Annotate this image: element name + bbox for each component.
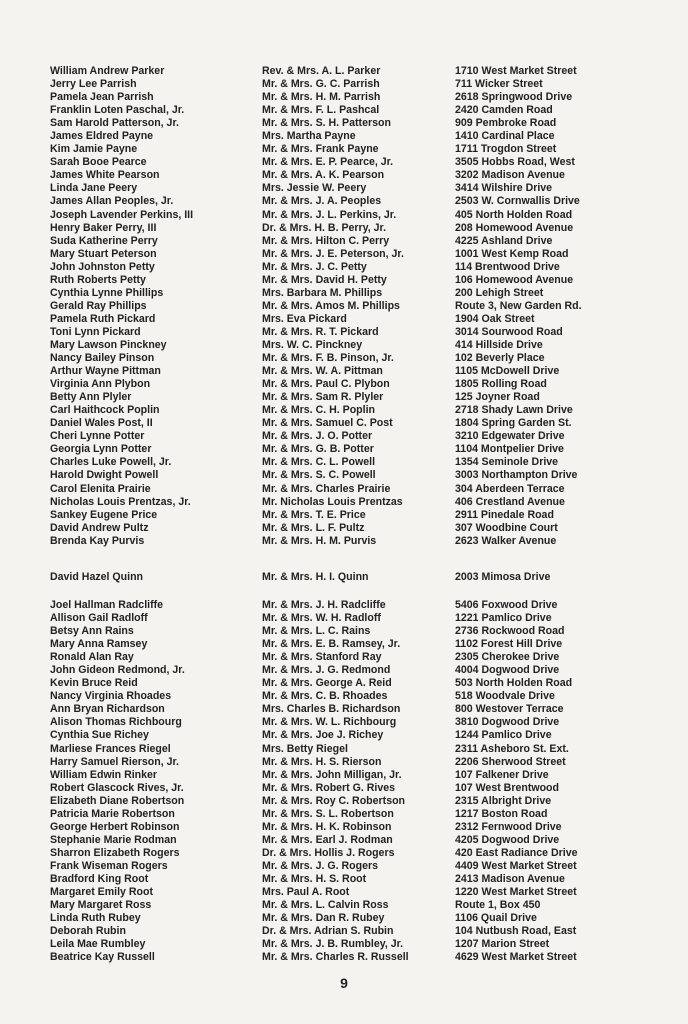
student-name: Charles Luke Powell, Jr.: [50, 456, 172, 469]
parent-name: Mr. & Mrs. J. L. Perkins, Jr.: [262, 208, 397, 221]
parent-name: Mr. & Mrs. A. K. Pearson: [262, 169, 385, 182]
parent-name: Rev. & Mrs. A. L. Parker: [262, 65, 381, 77]
street-address: 406 Crestland Avenue: [455, 495, 565, 508]
parent-name: Mr. & Mrs. H. S. Root: [262, 872, 367, 885]
directory-entry: [50, 638, 630, 651]
parent-name: Mr. & Mrs. Hilton C. Perry: [262, 234, 390, 247]
student-name: Nicholas Louis Prentzas, Jr.: [50, 495, 191, 508]
street-address: 1001 West Kemp Road: [455, 247, 569, 260]
student-name: Cynthia Lynne Phillips: [50, 286, 164, 299]
directory-entry: [50, 222, 630, 235]
student-name: Cheri Lynne Potter: [50, 430, 145, 443]
student-name: Ann Bryan Richardson: [50, 703, 165, 716]
street-address: 208 Homewood Avenue: [455, 221, 574, 234]
street-address: 1410 Cardinal Place: [455, 130, 555, 143]
student-name: Carl Haithcock Poplin: [50, 404, 160, 417]
street-address: 200 Lehigh Street: [455, 286, 544, 299]
parent-name: Mr. & Mrs. F. L. Pashcal: [262, 104, 380, 117]
street-address: 2003 Mimosa Drive: [455, 571, 551, 583]
student-name: Gerald Ray Phillips: [50, 299, 147, 312]
parent-name: Mr. & Mrs. Roy C. Robertson: [262, 794, 406, 807]
street-address: 2718 Shady Lawn Drive: [455, 404, 573, 417]
student-name: Linda Ruth Rubey: [50, 912, 141, 925]
directory-entry: [50, 78, 630, 91]
directory-entry: [50, 599, 630, 612]
parent-name: Mr. & Mrs. Charles Prairie: [262, 482, 391, 495]
directory-entry: [50, 143, 630, 156]
student-name: Harold Dwight Powell: [50, 469, 159, 482]
directory-entry: [50, 378, 630, 391]
student-name: Pamela Jean Parrish: [50, 91, 154, 104]
parent-name: Mr. & Mrs. H. I. Quinn: [262, 571, 369, 583]
street-address: 107 Falkener Drive: [455, 768, 549, 781]
directory-entry: [50, 571, 630, 584]
student-name: Ronald Alan Ray: [50, 651, 134, 664]
student-name: Robert Glascock Rives, Jr.: [50, 781, 184, 794]
student-name: Daniel Wales Post, II: [50, 417, 153, 430]
student-name: Betsy Ann Rains: [50, 625, 134, 638]
parent-name: Mr. & Mrs. E. P. Pearce, Jr.: [262, 156, 394, 169]
parent-name: Mr. & Mrs. S. L. Robertson: [262, 807, 394, 820]
student-name: Sankey Eugene Price: [50, 508, 158, 521]
student-name: Linda Jane Peery: [50, 182, 138, 195]
directory-entry: [50, 209, 630, 222]
street-address: 2312 Fernwood Drive: [455, 820, 562, 833]
parent-name: Mr. & Mrs. C. H. Poplin: [262, 404, 376, 417]
street-address: 3202 Madison Avenue: [455, 169, 565, 182]
parent-name: Mr. & Mrs. Paul C. Plybon: [262, 378, 390, 391]
parent-name: Mrs. W. C. Pinckney: [262, 338, 363, 351]
street-address: 2618 Springwood Drive: [455, 91, 573, 104]
street-address: 1904 Oak Street: [455, 312, 535, 325]
street-address: Route 3, New Garden Rd.: [455, 299, 582, 312]
student-name: Toni Lynn Pickard: [50, 325, 141, 338]
parent-name: Mr. & Mrs. J. G. Rogers: [262, 859, 378, 872]
directory-entry: [50, 248, 630, 261]
street-address: 2413 Madison Avenue: [455, 872, 565, 885]
street-address: 1106 Quail Drive: [455, 912, 537, 925]
parent-name: Mr. & Mrs. T. E. Price: [262, 508, 366, 521]
street-address: 503 North Holden Road: [455, 677, 573, 690]
directory-entry: [50, 430, 630, 443]
parent-name: Mr. & Mrs. H. M. Purvis: [262, 534, 377, 547]
section-p-entries: [50, 65, 630, 548]
parent-name: Mr. & Mrs. Samuel C. Post: [262, 417, 393, 430]
directory-entry: [50, 104, 630, 117]
student-name: Mary Anna Ramsey: [50, 638, 148, 651]
parent-name: Mr. & Mrs. G. B. Potter: [262, 443, 374, 456]
student-name: Harry Samuel Rierson, Jr.: [50, 755, 179, 768]
directory-entry: [50, 65, 630, 78]
street-address: 2503 W. Cornwallis Drive: [455, 195, 580, 208]
directory-entry: [50, 274, 630, 287]
directory-entry: [50, 808, 630, 821]
street-address: 1217 Boston Road: [455, 807, 548, 820]
student-name: Mary Stuart Peterson: [50, 247, 157, 260]
parent-name: Mr. & Mrs. H. K. Robinson: [262, 820, 392, 833]
directory-entry: [50, 677, 630, 690]
student-name: James Allan Peoples, Jr.: [50, 195, 174, 208]
parent-name: Mr. & Mrs. W. A. Pittman: [262, 365, 383, 378]
street-address: 104 Nutbush Road, East: [455, 925, 577, 938]
street-address: 3505 Hobbs Road, West: [455, 156, 575, 169]
student-name: Arthur Wayne Pittman: [50, 365, 161, 378]
parent-name: Mr. & Mrs. L. Calvin Ross: [262, 899, 389, 912]
street-address: 106 Homewood Avenue: [455, 273, 574, 286]
directory-entry: [50, 195, 630, 208]
parent-name: Mr. & Mrs. J. O. Potter: [262, 430, 373, 443]
street-address: 800 Westover Terrace: [455, 703, 564, 716]
street-address: 1244 Pamlico Drive: [455, 729, 552, 742]
student-name: Georgia Lynn Potter: [50, 443, 152, 456]
parent-name: Mr. & Mrs. J. B. Rumbley, Jr.: [262, 938, 404, 951]
directory-entry: [50, 169, 630, 182]
parent-name: Mr. & Mrs. Earl J. Rodman: [262, 833, 393, 846]
parent-name: Mr. & Mrs. W. L. Richbourg: [262, 716, 397, 729]
street-address: 1710 West Market Street: [455, 65, 577, 77]
directory-entry: [50, 729, 630, 742]
street-address: 909 Pembroke Road: [455, 117, 557, 130]
student-name: Bradford King Root: [50, 872, 149, 885]
street-address: 1207 Marion Street: [455, 938, 550, 951]
student-name: George Herbert Robinson: [50, 820, 180, 833]
student-name: Franklin Loten Paschal, Jr.: [50, 104, 185, 117]
street-address: 1805 Rolling Road: [455, 378, 547, 391]
directory-entry: [50, 782, 630, 795]
street-address: 107 West Brentwood: [455, 781, 559, 794]
street-address: 3014 Sourwood Road: [455, 325, 563, 338]
street-address: 1105 McDowell Drive: [455, 365, 560, 378]
parent-name: Mr. Nicholas Louis Prentzas: [262, 495, 403, 508]
student-name: Brenda Kay Purvis: [50, 534, 145, 547]
parent-name: Mr. & Mrs. S. H. Patterson: [262, 117, 391, 130]
parent-name: Mr. & Mrs. David H. Petty: [262, 273, 387, 286]
street-address: 3810 Dogwood Drive: [455, 716, 560, 729]
directory-entry: [50, 313, 630, 326]
directory-entry: [50, 769, 630, 782]
street-address: 2420 Camden Road: [455, 104, 553, 117]
parent-name: Mr. & Mrs. Robert G. Rives: [262, 781, 396, 794]
street-address: 304 Aberdeen Terrace: [455, 482, 565, 495]
parent-name: Mr. & Mrs. Sam R. Plyler: [262, 391, 384, 404]
street-address: 2206 Sherwood Street: [455, 755, 566, 768]
parent-name: Mr. & Mrs. J. G. Redmond: [262, 664, 391, 677]
directory-entry: [50, 182, 630, 195]
student-name: Frank Wiseman Rogers: [50, 859, 168, 872]
directory-entry: [50, 326, 630, 339]
student-name: Deborah Rubin: [50, 925, 126, 938]
student-name: Cynthia Sue Richey: [50, 729, 149, 742]
street-address: 2736 Rockwood Road: [455, 625, 565, 638]
parent-name: Mr. & Mrs. Frank Payne: [262, 143, 379, 156]
directory-entry: [50, 651, 630, 664]
student-name: John Johnston Petty: [50, 260, 155, 273]
directory-entry: [50, 612, 630, 625]
street-address: 4409 West Market Street: [455, 859, 577, 872]
parent-name: Mr. & Mrs. G. C. Parrish: [262, 78, 380, 91]
street-address: 1354 Seminole Drive: [455, 456, 559, 469]
parent-name: Mr. & Mrs. J. C. Petty: [262, 260, 367, 273]
directory-entry: [50, 860, 630, 873]
student-name: Henry Baker Perry, III: [50, 221, 157, 234]
parent-name: Mr. & Mrs. C. B. Rhoades: [262, 690, 388, 703]
street-address: 420 East Radiance Drive: [455, 846, 578, 859]
student-name: Jerry Lee Parrish: [50, 78, 137, 91]
parent-name: Mr. & Mrs. John Milligan, Jr.: [262, 768, 402, 781]
directory-entry: [50, 690, 630, 703]
student-name: Virginia Ann Plybon: [50, 378, 151, 391]
directory-entry: [50, 703, 630, 716]
directory-entry: [50, 938, 630, 951]
street-address: 2623 Walker Avenue: [455, 534, 557, 547]
student-name: Beatrice Kay Russell: [50, 951, 155, 964]
student-name: Carol Elenita Prairie: [50, 482, 151, 495]
street-address: 114 Brentwood Drive: [455, 260, 560, 273]
student-name: Joel Hallman Radcliffe: [50, 599, 164, 611]
student-name: David Hazel Quinn: [50, 571, 144, 583]
street-address: 2305 Cherokee Drive: [455, 651, 560, 664]
street-address: 711 Wicker Street: [455, 78, 543, 91]
street-address: 5406 Foxwood Drive: [455, 599, 558, 611]
student-name: Leila Mae Rumbley: [50, 938, 146, 951]
street-address: 1221 Pamlico Drive: [455, 612, 552, 625]
street-address: 125 Joyner Road: [455, 391, 540, 404]
student-name: Patricia Marie Robertson: [50, 807, 175, 820]
directory-entry: [50, 664, 630, 677]
street-address: 1711 Trogdon Street: [455, 143, 557, 156]
directory-entry: [50, 951, 630, 964]
student-name: Kim Jamie Payne: [50, 143, 138, 156]
directory-entry: [50, 156, 630, 169]
directory-entry: [50, 834, 630, 847]
student-name: Margaret Emily Root: [50, 886, 154, 899]
student-name: Pamela Ruth Pickard: [50, 312, 156, 325]
street-address: 1102 Forest Hill Drive: [455, 638, 563, 651]
directory-entry: [50, 873, 630, 886]
directory-entry: [50, 756, 630, 769]
directory-entry: [50, 130, 630, 143]
section-q-entries: [50, 571, 630, 584]
student-name: James White Pearson: [50, 169, 160, 182]
directory-entry: [50, 391, 630, 404]
parent-name: Mr. & Mrs. H. S. Rierson: [262, 755, 382, 768]
parent-name: Dr. & Mrs. Hollis J. Rogers: [262, 846, 395, 859]
parent-name: Mr. & Mrs. Joe J. Richey: [262, 729, 384, 742]
parent-name: Mr. & Mrs. Amos M. Phillips: [262, 299, 400, 312]
parent-name: Dr. & Mrs. Adrian S. Rubin: [262, 925, 394, 938]
directory-entry: [50, 443, 630, 456]
street-address: 307 Woodbine Court: [455, 521, 558, 534]
street-address: 4004 Dogwood Drive: [455, 664, 560, 677]
directory-entry: [50, 339, 630, 352]
parent-name: Mr. & Mrs. Charles R. Russell: [262, 951, 409, 964]
student-name: Mary Margaret Ross: [50, 899, 152, 912]
directory-entry: [50, 365, 630, 378]
street-address: 1104 Montpelier Drive: [455, 443, 564, 456]
directory-entry: [50, 795, 630, 808]
student-name: John Gideon Redmond, Jr.: [50, 664, 185, 677]
student-name: Nancy Bailey Pinson: [50, 352, 155, 365]
directory-entry: [50, 899, 630, 912]
directory-entry: [50, 352, 630, 365]
parent-name: Mrs. Charles B. Richardson: [262, 703, 401, 716]
directory-entry: [50, 287, 630, 300]
street-address: 3414 Wilshire Drive: [455, 182, 553, 195]
parent-name: Mrs. Jessie W. Peery: [262, 182, 367, 195]
street-address: 2911 Pinedale Road: [455, 508, 554, 521]
street-address: 414 Hillside Drive: [455, 338, 543, 351]
parent-name: Mr. & Mrs. J. E. Peterson, Jr.: [262, 247, 404, 260]
street-address: 3210 Edgewater Drive: [455, 430, 565, 443]
directory-entry: [50, 716, 630, 729]
directory-entry: [50, 535, 630, 548]
student-name: Alison Thomas Richbourg: [50, 716, 182, 729]
parent-name: Mrs. Barbara M. Phillips: [262, 286, 383, 299]
parent-name: Mr. & Mrs. J. H. Radcliffe: [262, 599, 386, 611]
page-number: 9: [340, 975, 348, 991]
student-name: David Andrew Pultz: [50, 521, 149, 534]
directory-entry: [50, 625, 630, 638]
parent-name: Mr. & Mrs. L. C. Rains: [262, 625, 371, 638]
directory-entry: [50, 456, 630, 469]
student-name: William Edwin Rinker: [50, 768, 158, 781]
parent-name: Mrs. Martha Payne: [262, 130, 356, 143]
parent-name: Mr. & Mrs. E. B. Ramsey, Jr.: [262, 638, 401, 651]
directory-entry: [50, 417, 630, 430]
street-address: 518 Woodvale Drive: [455, 690, 555, 703]
directory-entry: [50, 925, 630, 938]
street-address: 3003 Northampton Drive: [455, 469, 578, 482]
directory-entry: [50, 483, 630, 496]
directory-entry: [50, 886, 630, 899]
street-address: 1220 West Market Street: [455, 886, 577, 899]
parent-name: Mr. & Mrs. J. A. Peoples: [262, 195, 382, 208]
directory-entry: [50, 404, 630, 417]
student-name: Sharron Elizabeth Rogers: [50, 846, 180, 859]
section-r-entries: [50, 599, 630, 964]
parent-name: Dr. & Mrs. H. B. Perry, Jr.: [262, 221, 387, 234]
directory-entry: [50, 821, 630, 834]
directory-entry: [50, 496, 630, 509]
directory-entry: [50, 300, 630, 313]
student-name: William Andrew Parker: [50, 65, 165, 77]
directory-entry: [50, 91, 630, 104]
parent-name: Mr. & Mrs. R. T. Pickard: [262, 325, 379, 338]
student-name: Ruth Roberts Petty: [50, 273, 146, 286]
street-address: 2311 Asheboro St. Ext.: [455, 742, 569, 755]
street-address: 102 Beverly Place: [455, 352, 545, 365]
student-name: Elizabeth Diane Robertson: [50, 794, 185, 807]
directory-entry: [50, 469, 630, 482]
student-name: Kevin Bruce Reid: [50, 677, 138, 690]
parent-name: Mr. & Mrs. Stanford Ray: [262, 651, 382, 664]
student-name: Sarah Booe Pearce: [50, 156, 147, 169]
street-address: 4629 West Market Street: [455, 951, 577, 964]
parent-name: Mrs. Betty Riegel: [262, 742, 348, 755]
directory-entry: [50, 912, 630, 925]
student-name: Betty Ann Plyler: [50, 391, 132, 404]
parent-name: Mr. & Mrs. George A. Reid: [262, 677, 392, 690]
student-name: Stephanie Marie Rodman: [50, 833, 177, 846]
student-name: Suda Katherine Perry: [50, 234, 158, 247]
street-address: 405 North Holden Road: [455, 208, 573, 221]
directory-entry: [50, 522, 630, 535]
street-address: 1804 Spring Garden St.: [455, 417, 572, 430]
student-name: Marliese Frances Riegel: [50, 742, 171, 755]
parent-name: Mr. & Mrs. S. C. Powell: [262, 469, 376, 482]
parent-name: Mr. & Mrs. H. M. Parrish: [262, 91, 381, 104]
student-name: Mary Lawson Pinckney: [50, 338, 167, 351]
directory-entry: [50, 743, 630, 756]
parent-name: Mr. & Mrs. Dan R. Rubey: [262, 912, 385, 925]
parent-name: Mr. & Mrs. W. H. Radloff: [262, 612, 381, 625]
directory-entry: [50, 235, 630, 248]
student-name: Nancy Virginia Rhoades: [50, 690, 172, 703]
student-name: Joseph Lavender Perkins, III: [50, 208, 194, 221]
directory-entry: [50, 117, 630, 130]
directory-entry: [50, 509, 630, 522]
parent-name: Mrs. Eva Pickard: [262, 312, 347, 325]
parent-name: Mr. & Mrs. L. F. Pultz: [262, 521, 365, 534]
street-address: 4225 Ashland Drive: [455, 234, 553, 247]
street-address: 2315 Albright Drive: [455, 794, 552, 807]
street-address: Route 1, Box 450: [455, 899, 541, 912]
parent-name: Mr. & Mrs. C. L. Powell: [262, 456, 376, 469]
parent-name: Mrs. Paul A. Root: [262, 886, 350, 899]
student-name: James Eldred Payne: [50, 130, 154, 143]
parent-name: Mr. & Mrs. F. B. Pinson, Jr.: [262, 352, 394, 365]
student-name: Sam Harold Patterson, Jr.: [50, 117, 179, 130]
directory-entry: [50, 847, 630, 860]
street-address: 4205 Dogwood Drive: [455, 833, 560, 846]
directory-entry: [50, 261, 630, 274]
student-name: Allison Gail Radloff: [50, 612, 148, 625]
